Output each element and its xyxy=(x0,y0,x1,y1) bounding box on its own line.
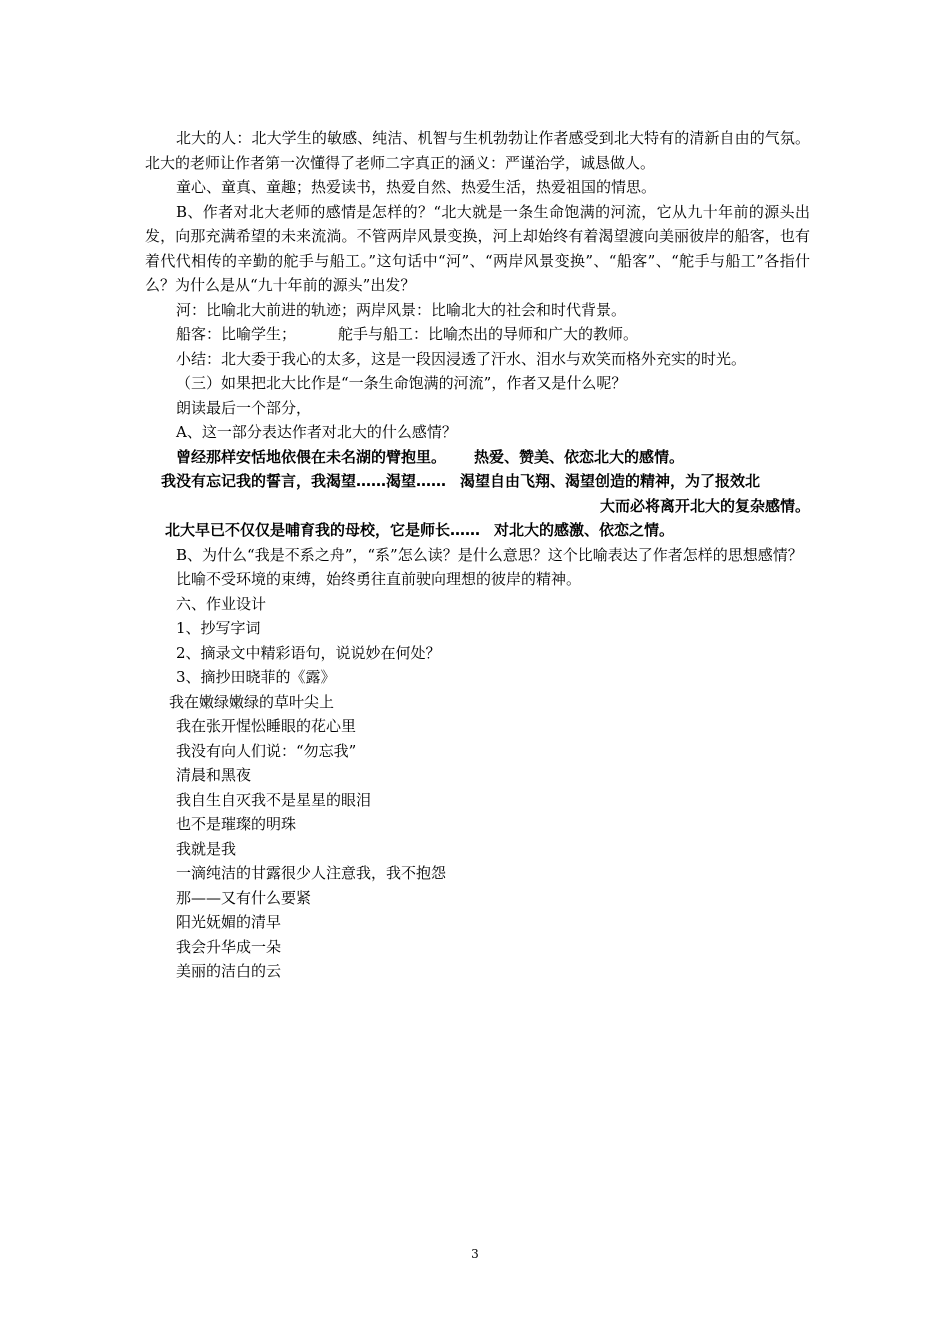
poem-line: 我会升华成一朵 xyxy=(176,937,282,956)
bold-line xyxy=(145,445,810,470)
poem-line: 我自生自灭我不是星星的眼泪 xyxy=(176,790,372,809)
poem-line: 我就是我 xyxy=(176,839,237,858)
paragraph xyxy=(145,322,810,347)
paragraph: （三）如果把北大比作是“一条生命饱满的河流”，作者又是什么呢？ xyxy=(176,374,627,392)
poem-line: 那——又有什么要紧 xyxy=(176,888,312,907)
paragraph: 小结：北大委于我心的太多，这是一段因浸透了汗水、泪水与欢笑而格外充实的时光。 xyxy=(176,349,747,368)
poem-line: 一滴纯洁的甘露很少人注意我，我不抱怨 xyxy=(176,864,447,882)
bold-line xyxy=(145,518,810,543)
bold-line xyxy=(145,469,810,494)
paragraph: B、为什么“我是不系之舟”，“系”怎么读？是什么意思？这个比喻表达了作者怎样的思想感情？ xyxy=(176,545,803,564)
paragraph: 朗读最后一个部分， xyxy=(176,398,312,417)
list-item: 3、摘抄田晓菲的《露》 xyxy=(176,668,336,686)
answer-text: 热爱、赞美、依恋北大的感情。 xyxy=(474,447,685,466)
poem-line: 我在嫩绿嫩绿的草叶尖上 xyxy=(169,692,335,711)
answer-text: 渴望自由飞翔、渴望创造的精神，为了报效北 xyxy=(460,472,761,490)
paragraph-part: 舵手与船工：比喻杰出的导师和广大的教师。 xyxy=(338,325,639,343)
paragraph: 童心、童真、童趣；热爱读书，热爱自然、热爱生活，热爱祖国的情思。 xyxy=(176,178,657,196)
paragraph: A、这一部分表达作者对北大的什么感情？ xyxy=(176,423,457,441)
paragraph: 比喻不受环境的束缚，始终勇往直前驶向理想的彼岸的精神。 xyxy=(176,570,582,588)
poem-line: 也不是璀璨的明珠 xyxy=(176,815,297,833)
quote-text: 我没有忘记我的誓言，我渴望……渴望…… xyxy=(161,472,447,490)
quote-text: 曾经那样安恬地依偎在未名湖的臂抱里。 xyxy=(176,447,447,466)
answer-text: 对北大的感激、依恋之情。 xyxy=(494,521,675,539)
quote-text: 北大早已不仅仅是哺育我的母校，它是师长…… xyxy=(165,521,481,539)
page-number: 3 xyxy=(471,1247,479,1261)
poem-line: 我没有向人们说：“勿忘我” xyxy=(176,741,357,760)
paragraph: 河：比喻北大前进的轨迹；两岸风景：比喻北大的社会和时代背景。 xyxy=(176,300,627,319)
page-content xyxy=(145,126,810,984)
list-item: 2、摘录文中精彩语句，说说妙在何处？ xyxy=(176,643,441,662)
paragraph: B、作者对北大老师的感情是怎样的？“北大就是一条生命饱满的河流，它从九十年前的源头出发，向那充满希望的未来流淌。不管两岸风景变换，河上却始终有着渴望渡向美丽彼岸的船客，也有着代代相传的辛勤的舵手与船工。”这句话中“河”、“两岸风景变换”、“船客”、“舵手与船工”各指什么？为什么是从“九十年前的源头”出发？ xyxy=(145,202,810,294)
poem-line: 清晨和黑夜 xyxy=(176,766,252,784)
section-heading: 六、作业设计 xyxy=(176,594,267,613)
bold-line: 大而必将离开北大的复杂感情。 xyxy=(599,496,810,515)
poem-line: 美丽的洁白的云 xyxy=(176,962,282,980)
poem-line: 我在张开惺忪睡眼的花心里 xyxy=(176,717,357,735)
poem-line: 阳光妩媚的清早 xyxy=(176,913,282,931)
paragraph: 北大的人：北大学生的敏感、纯洁、机智与生机勃勃让作者感受到北大特有的清新自由的气氛。北大的老师让作者第一次懂得了老师二字真正的涵义：严谨治学，诚恳做人。 xyxy=(145,129,810,172)
paragraph-part: 船客：比喻学生； xyxy=(176,325,297,343)
list-item: 1、抄写字词 xyxy=(176,619,261,637)
